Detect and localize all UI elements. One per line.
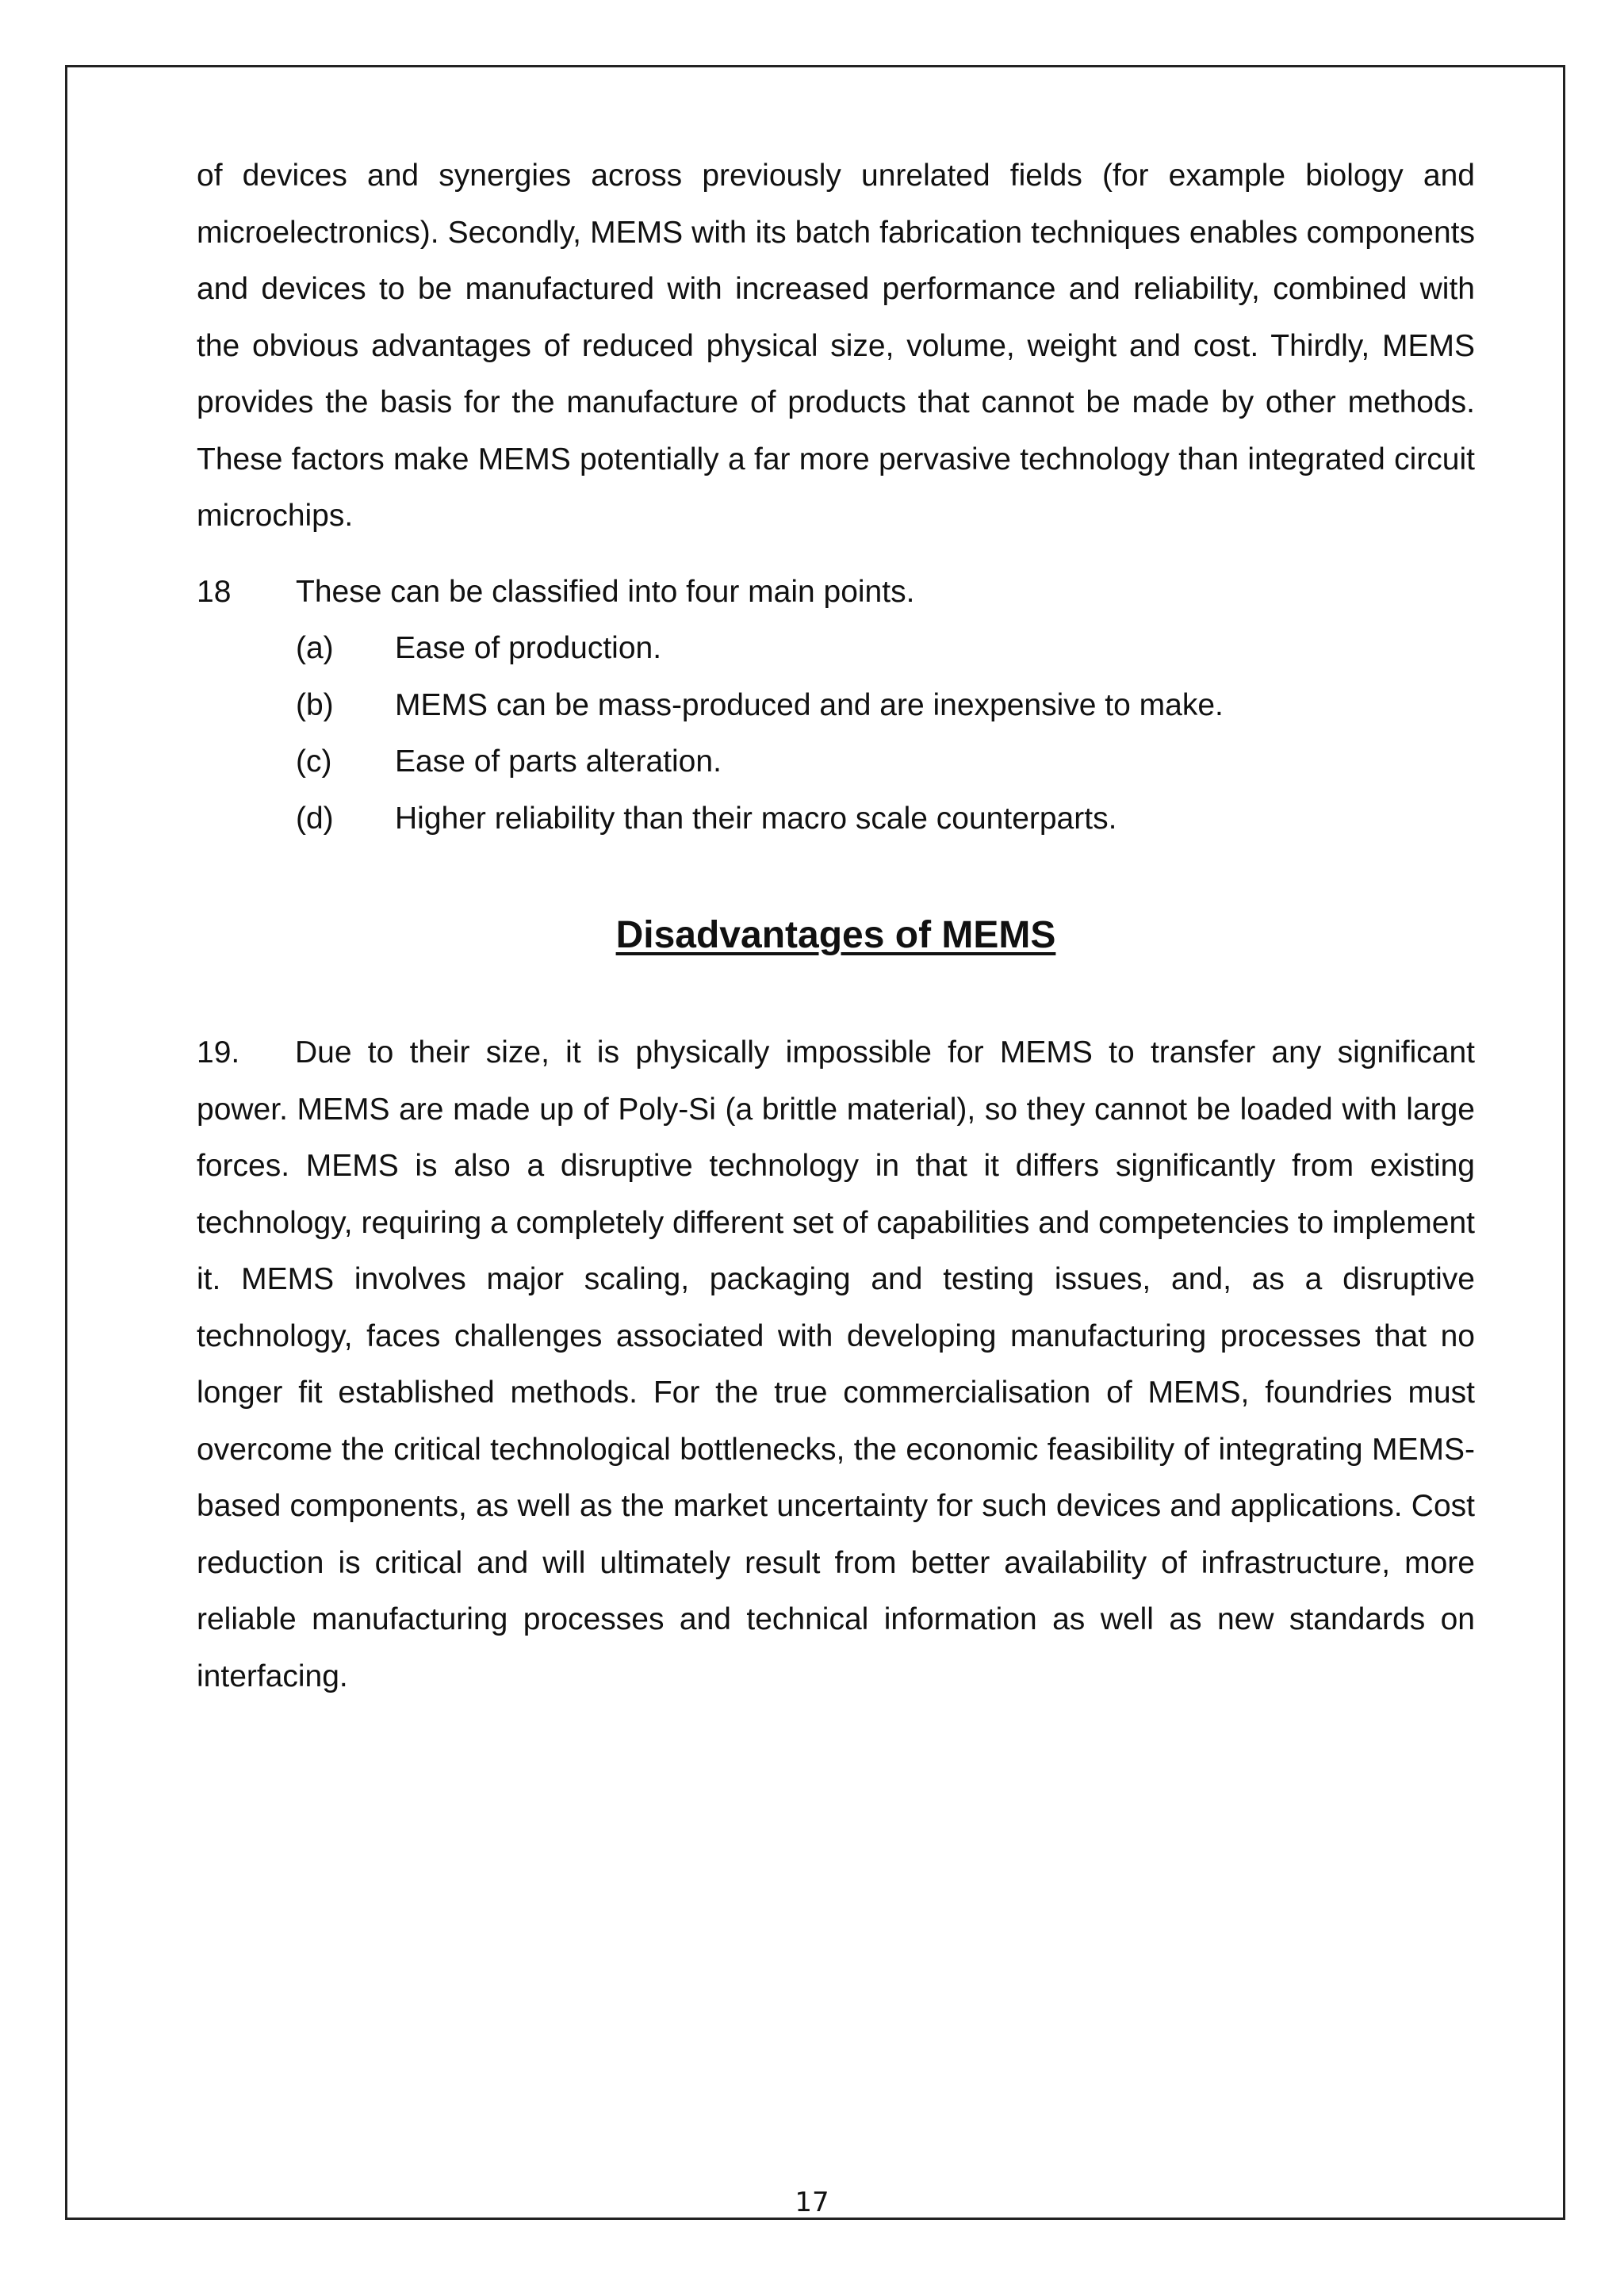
section-lead-text: These can be classified into four main points. — [296, 574, 915, 609]
list-item-marker: (a) — [296, 631, 334, 665]
section-19-text: Due to their size, it is physically impossible for MEMS to transfer any significant power. MEMS are made up of Poly-Si (a brittle material), so they cannot be loaded with large forces. MEMS is also a disruptive technology in that it differs significantly from existing technology, requiring a completely different set of capabilities and competencies to implement it. MEMS involves major scaling, packaging and testing issues, and, as a disruptive technology, faces challenges associated with developing manufacturing processes that no longer fit established methods. For the true commercialisation of MEMS, foundries must overcome the critical technological bottlenecks, the economic feasibility of integrating MEMS-based components, as well as the market uncertainty for such devices and applications. Cost reduction is critical and will ultimately result from better availability of infrastructure, more reliable manufacturing processes and technical information as well as new standards on interfacing. — [197, 1035, 1475, 1693]
list-item — [197, 733, 1475, 790]
section-19-paragraph — [197, 1024, 1475, 1705]
list-item-text: MEMS can be mass-produced and are inexpensive to make. — [395, 687, 1224, 722]
list-item-text: Ease of parts alteration. — [395, 744, 722, 779]
list-item — [197, 620, 1475, 677]
list-item-text: Ease of production. — [395, 631, 662, 665]
list-item-marker: (d) — [296, 801, 334, 836]
list-item — [197, 790, 1475, 848]
section-18 — [197, 564, 1475, 848]
intro-paragraph: of devices and synergies across previously unrelated fields (for example biology and microelectronics). Secondly, MEMS with its batch fabrication techniques enables components and devices to be manufactured with increased performance and reliability, combined with the obvious advantages of reduced physical size, volume, weight and cost. Thirdly, MEMS provides the basis for the manufacture of products that cannot be made by other methods. These factors make MEMS potentially a far more pervasive technology than integrated circuit microchips. — [197, 159, 1475, 533]
list-item-text: Higher reliability than their macro scale counterparts. — [395, 801, 1117, 836]
list-item-marker: (c) — [296, 744, 332, 779]
page-number: 17 — [795, 2187, 829, 2218]
section-number: 18 — [197, 574, 232, 609]
section-heading: Disadvantages of MEMS — [615, 914, 1056, 956]
list-item-marker: (b) — [296, 687, 334, 722]
list-item — [197, 677, 1475, 734]
section-18-lead-line — [197, 564, 1475, 621]
section-number: 19. — [197, 1035, 240, 1070]
document-body — [197, 147, 1475, 1705]
